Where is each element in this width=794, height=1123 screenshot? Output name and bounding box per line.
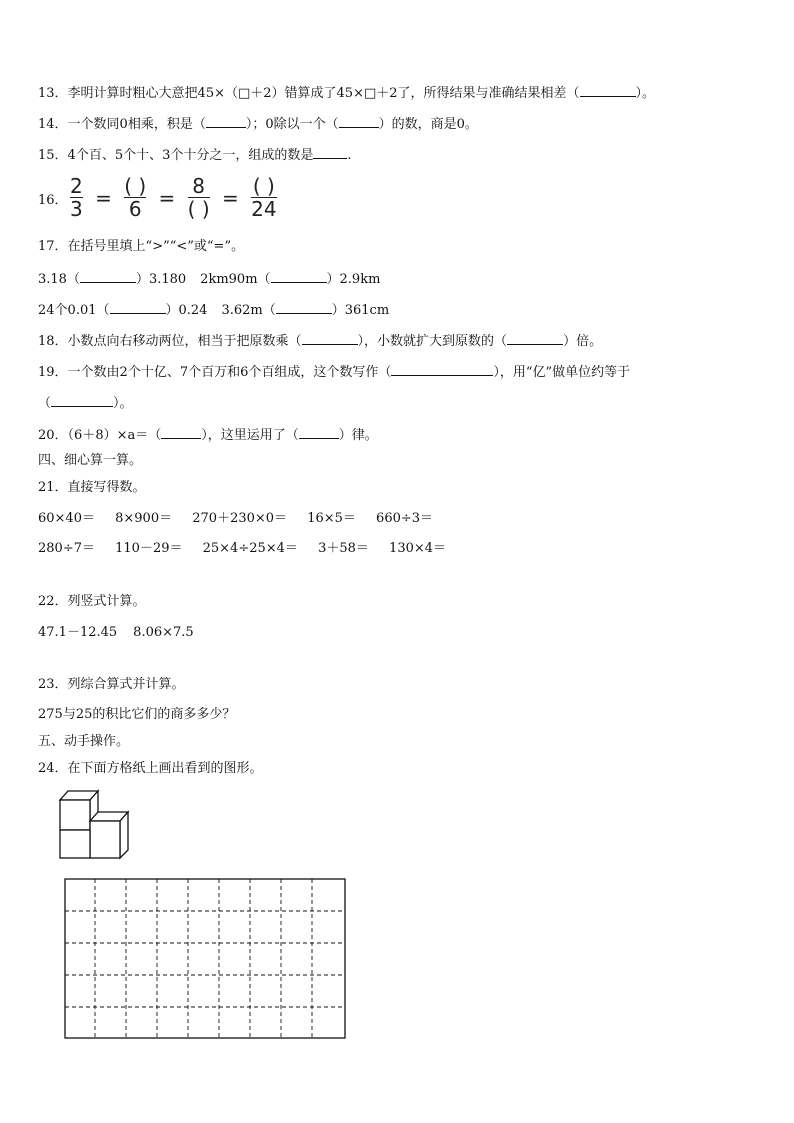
answer-blank[interactable] (580, 84, 636, 97)
answer-blank[interactable] (339, 115, 379, 128)
fraction-b[interactable]: ( ) 6 (124, 174, 147, 221)
question-18: 18．小数点向右移动两位，相当于把原数乘（ ），小数就扩大到原数的（ ）倍。 (38, 334, 603, 349)
question-15: 15．4个百、5个十、3个十分之一，组成的数是 . (38, 148, 352, 163)
answer-blank[interactable] (302, 332, 358, 345)
question-19-cont: （ ）。 (38, 396, 133, 411)
answer-blank[interactable] (110, 301, 166, 314)
answer-blank[interactable] (391, 363, 493, 376)
question-20: 20．（6＋8）×a＝（ ），这里运用了（ ）律。 (38, 428, 378, 443)
answer-blank[interactable] (276, 301, 332, 314)
section-4-heading: 四、细心算一算。 (38, 453, 143, 468)
answer-blank[interactable] (80, 270, 136, 283)
fraction-c[interactable]: 8 ( ) (187, 174, 210, 221)
question-16-fractions: $\frac{2}{3}$ = ( ) 6 = 8 ( ) = ( ) 24 (70, 174, 277, 221)
question-19: 19．一个数由2个十亿、7个百万和6个百组成，这个数写作（ ），用“亿”做单位约等于 (38, 365, 631, 380)
question-22-title: 22．列竖式计算。 (38, 594, 146, 609)
cube-figure (56, 786, 138, 862)
question-17-row-2: 24个0.01（ ）0.24 3.62m（ ）361cm (38, 303, 390, 318)
question-16-label: 16． (38, 193, 68, 208)
question-21-row-1: 60×40＝ 8×900＝ 270＋230×0＝ 16×5＝ 660÷3＝ (38, 511, 434, 526)
answer-blank[interactable] (313, 146, 347, 159)
question-23-text: 275与25的积比它们的商多多少？ (38, 707, 236, 722)
question-14: 14．一个数同0相乘，积是（ ）；0除以一个（ ）的数，商是0。 (38, 117, 478, 132)
answer-blank[interactable] (271, 270, 327, 283)
question-22-items: 47.1－12.45 8.06×7.5 (38, 625, 194, 640)
grid-paper[interactable] (64, 878, 347, 1040)
question-17-title: 17．在括号里填上“>”“<”或“=”。 (38, 239, 245, 254)
fraction-a: $\frac{2}{3}$ (70, 174, 83, 221)
answer-blank[interactable] (206, 115, 246, 128)
question-21-row-2: 280÷7＝ 110－29＝ 25×4÷25×4＝ 3＋58＝ 130×4＝ (38, 541, 447, 556)
question-23-title: 23．列综合算式并计算。 (38, 677, 185, 692)
question-13: 13．李明计算时粗心大意把45×（□＋2）错算成了45×□＋2了，所得结果与准确结果相差（ ）。 (38, 86, 656, 101)
answer-blank[interactable] (507, 332, 563, 345)
question-17-row-1: 3.18（ ）3.180 2km90m（ ）2.9km (38, 272, 381, 287)
answer-blank[interactable] (299, 426, 339, 439)
answer-blank[interactable] (51, 394, 113, 407)
question-21-title: 21．直接写得数。 (38, 480, 146, 495)
question-24-title: 24．在下面方格纸上画出看到的图形。 (38, 761, 263, 776)
section-5-heading: 五、动手操作。 (38, 734, 130, 749)
answer-blank[interactable] (161, 426, 201, 439)
fraction-d[interactable]: ( ) 24 (251, 174, 277, 221)
